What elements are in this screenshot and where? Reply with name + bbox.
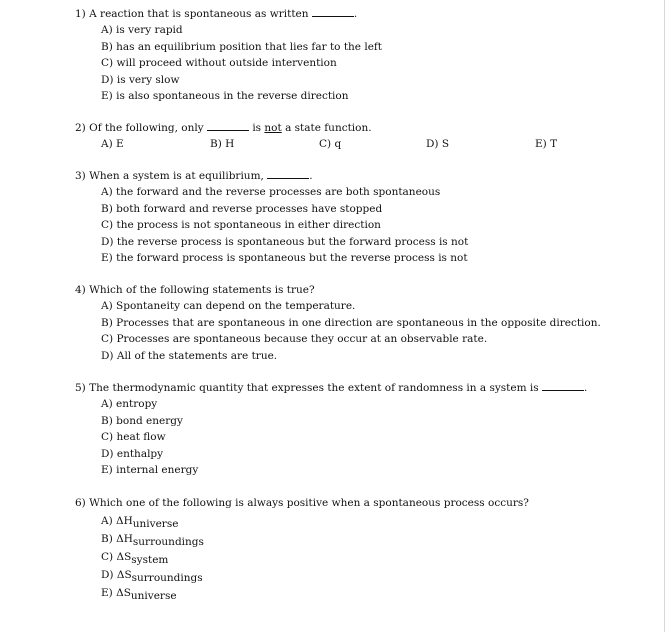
- option-text: enthalpy: [116, 447, 164, 460]
- option-b: [210, 136, 234, 152]
- option-text: both forward and reverse processes have stopped: [116, 202, 383, 215]
- option-letter: E): [101, 252, 113, 265]
- option-a: [75, 22, 382, 38]
- question-5-stem: [75, 380, 587, 396]
- option-subscript: surroundings: [132, 536, 204, 548]
- option-c: [75, 217, 468, 233]
- question-number: 5): [75, 382, 86, 394]
- option-text: E: [116, 138, 124, 151]
- option-text: has an equilibrium position that lies far to the left: [116, 40, 383, 53]
- answer-blank: [207, 121, 249, 131]
- question-2: [75, 120, 635, 153]
- question-5: [75, 380, 587, 478]
- option-letter: D): [101, 73, 114, 86]
- option-letter: B): [101, 533, 113, 545]
- option-d: [426, 136, 449, 152]
- answer-blank: [267, 169, 309, 179]
- option-b: [75, 201, 468, 217]
- question-4: [75, 282, 601, 364]
- option-symbol: ΔS: [116, 569, 132, 581]
- option-symbol: ΔS: [116, 551, 132, 563]
- option-letter: D): [101, 349, 114, 362]
- option-text: the forward and the reverse processes are both spontaneous: [116, 186, 441, 199]
- option-letter: C): [101, 57, 114, 70]
- option-letter: A): [101, 300, 113, 313]
- option-d: [75, 234, 468, 250]
- option-letter: C): [101, 431, 114, 444]
- option-letter: A): [101, 515, 113, 527]
- option-subscript: system: [131, 554, 169, 566]
- option-text: S: [441, 138, 450, 151]
- answer-blank: [312, 7, 354, 17]
- option-c: [75, 548, 529, 566]
- option-text: is also spontaneous in the reverse direction: [116, 90, 349, 103]
- option-a: [75, 184, 468, 200]
- question-text: Of the following, only: [89, 122, 204, 134]
- option-c: [75, 429, 587, 445]
- option-letter: C): [101, 219, 114, 232]
- question-1: [75, 6, 382, 104]
- question-1-stem: [75, 6, 382, 22]
- option-letter: B): [101, 316, 113, 329]
- question-text-end: .: [309, 170, 313, 182]
- option-b: [75, 39, 382, 55]
- option-letter: C): [101, 333, 114, 346]
- option-text: entropy: [116, 398, 158, 411]
- option-text: internal energy: [116, 464, 199, 477]
- option-b: [75, 315, 601, 331]
- question-number: 4): [75, 284, 86, 296]
- option-b: [75, 413, 587, 429]
- question-text: A reaction that is spontaneous as written: [89, 8, 309, 20]
- question-text-end: a state function.: [285, 122, 372, 134]
- question-number: 3): [75, 170, 86, 182]
- option-letter: C): [319, 138, 332, 151]
- option-letter: B): [210, 138, 222, 151]
- option-letter: A): [101, 24, 113, 37]
- option-c: [319, 136, 341, 152]
- question-3-stem: [75, 168, 468, 184]
- option-e: [75, 88, 382, 104]
- question-2-stem: [75, 120, 635, 136]
- option-d: [75, 446, 587, 462]
- option-a: [75, 512, 529, 530]
- option-text: All of the statements are true.: [116, 349, 278, 362]
- question-6: [75, 494, 529, 602]
- option-e: [535, 136, 557, 152]
- option-text: Processes that are spontaneous in one direction are spontaneous in the opposite direction.: [116, 316, 601, 329]
- option-text: the forward process is spontaneous but the reverse process is not: [116, 252, 468, 265]
- option-letter: D): [426, 138, 439, 151]
- option-letter: E): [101, 587, 113, 599]
- option-text: bond energy: [116, 414, 183, 427]
- option-text: will proceed without outside intervention: [116, 57, 337, 70]
- option-text: T: [550, 138, 558, 151]
- question-text: When a system is at equilibrium,: [89, 170, 264, 182]
- option-text: Spontaneity can depend on the temperature.: [116, 300, 356, 313]
- option-letter: E): [101, 90, 113, 103]
- option-letter: B): [101, 40, 113, 53]
- question-text: The thermodynamic quantity that expresses the extent of randomness in a system is: [89, 382, 539, 394]
- page-edge-divider: [664, 0, 665, 632]
- option-c: [75, 331, 601, 347]
- option-symbol: ΔH: [116, 515, 133, 527]
- option-letter: D): [101, 569, 114, 581]
- option-text: the process is not spontaneous in either direction: [116, 219, 381, 232]
- option-letter: C): [101, 551, 114, 563]
- question-3: [75, 168, 468, 266]
- option-text: the reverse process is spontaneous but the forward process is not: [116, 235, 469, 248]
- option-e: [75, 584, 529, 602]
- option-d: [75, 348, 601, 364]
- option-text: Processes are spontaneous because they occur at an observable rate.: [116, 333, 488, 346]
- question-number: 6): [75, 497, 86, 509]
- option-text: is very rapid: [116, 24, 183, 37]
- question-number: 2): [75, 122, 86, 134]
- option-b: [75, 530, 529, 548]
- option-letter: D): [101, 447, 114, 460]
- question-6-stem: [75, 494, 529, 512]
- question-text-end: .: [353, 8, 358, 20]
- option-symbol: ΔH: [116, 533, 133, 545]
- question-text: Which one of the following is always positive when a spontaneous process occurs?: [89, 497, 529, 509]
- option-a: [75, 396, 587, 412]
- question-text-end: .: [584, 382, 588, 394]
- question-text-mid: is: [252, 122, 262, 134]
- option-letter: B): [101, 414, 113, 427]
- option-letter: D): [101, 235, 114, 248]
- option-subscript: universe: [130, 590, 177, 602]
- answer-blank: [542, 381, 584, 391]
- option-subscript: universe: [132, 518, 179, 530]
- question-text: Which of the following statements is true?: [89, 284, 315, 296]
- option-letter: B): [101, 202, 113, 215]
- question-number: 1): [75, 8, 86, 20]
- option-symbol: ΔS: [116, 587, 131, 599]
- option-letter: A): [101, 186, 113, 199]
- option-d: [75, 566, 529, 584]
- option-text: H: [225, 138, 235, 151]
- option-letter: A): [101, 138, 113, 151]
- option-text: is very slow: [116, 73, 180, 86]
- option-letter: E): [101, 464, 113, 477]
- option-e: [75, 250, 468, 266]
- option-e: [75, 462, 587, 478]
- option-c: [75, 55, 382, 71]
- option-text: heat flow: [116, 431, 166, 444]
- question-4-stem: [75, 282, 601, 298]
- option-text: q: [334, 138, 342, 151]
- option-a: [75, 298, 601, 314]
- option-row: [75, 136, 635, 152]
- question-text-not: not: [264, 122, 282, 134]
- option-subscript: surroundings: [131, 572, 203, 584]
- option-letter: A): [101, 398, 113, 411]
- option-a: [101, 136, 124, 152]
- option-letter: E): [535, 138, 547, 151]
- option-d: [75, 72, 382, 88]
